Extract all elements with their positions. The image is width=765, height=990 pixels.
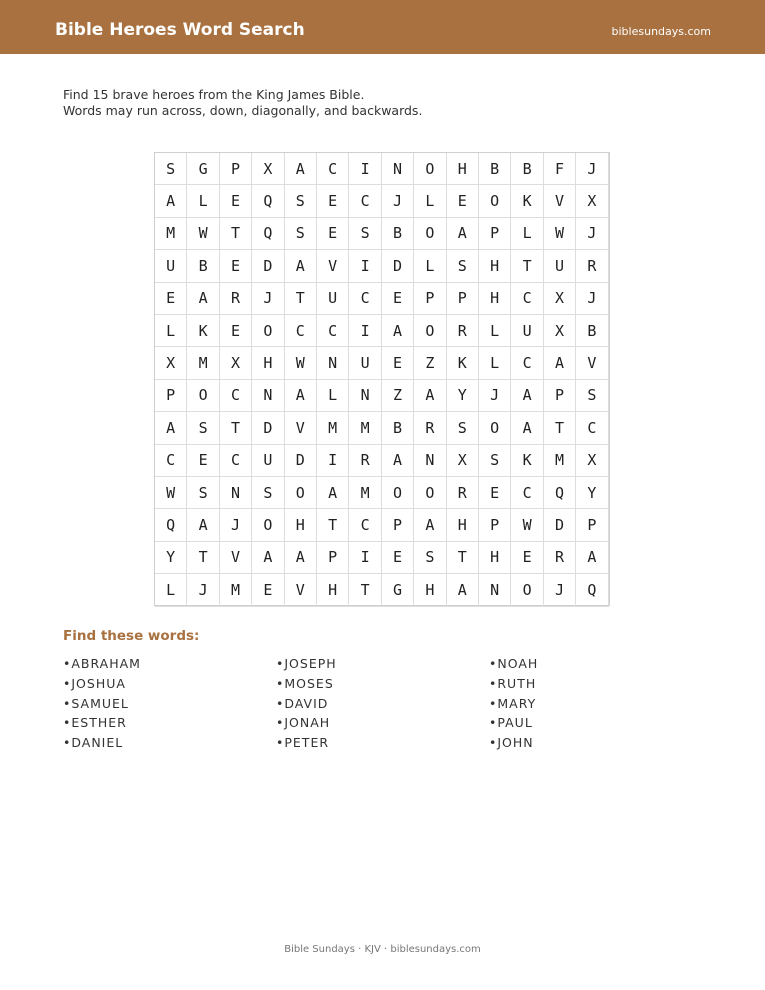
bullet-icon: • <box>63 695 72 711</box>
grid-cell[interactable]: S <box>285 185 317 217</box>
grid-cell[interactable]: O <box>252 509 284 541</box>
grid-cell[interactable]: J <box>382 185 414 217</box>
grid-cell[interactable]: C <box>220 380 252 412</box>
grid-cell[interactable]: X <box>252 153 284 185</box>
grid-cell[interactable]: V <box>285 574 317 606</box>
bullet-icon: • <box>63 675 72 691</box>
grid-cell[interactable]: R <box>447 315 479 347</box>
grid-cell[interactable]: A <box>414 509 446 541</box>
grid-cell[interactable]: P <box>317 542 349 574</box>
grid-cell[interactable]: K <box>187 315 219 347</box>
grid-cell[interactable]: C <box>576 412 608 444</box>
word-item <box>489 676 536 692</box>
grid-cell[interactable]: O <box>511 574 543 606</box>
grid-cell[interactable]: V <box>317 250 349 282</box>
grid-cell[interactable]: M <box>187 347 219 379</box>
grid-cell[interactable]: X <box>576 185 608 217</box>
bullet-icon: • <box>489 735 498 751</box>
grid-cell[interactable]: X <box>544 283 576 315</box>
grid-cell[interactable]: X <box>544 315 576 347</box>
grid-cell[interactable]: S <box>187 412 219 444</box>
grid-cell[interactable]: M <box>349 477 381 509</box>
grid-cell[interactable]: T <box>220 412 252 444</box>
grid-cell[interactable]: M <box>155 218 187 250</box>
word-item <box>276 676 334 692</box>
grid-cell[interactable]: E <box>187 445 219 477</box>
grid-cell[interactable]: L <box>479 315 511 347</box>
grid-cell[interactable]: A <box>187 283 219 315</box>
grid-cell[interactable]: S <box>187 477 219 509</box>
grid-cell[interactable]: O <box>479 412 511 444</box>
grid-cell[interactable]: O <box>382 477 414 509</box>
bullet-icon: • <box>63 735 72 751</box>
grid-cell[interactable]: H <box>479 250 511 282</box>
grid-cell[interactable]: H <box>447 509 479 541</box>
grid-cell[interactable]: X <box>220 347 252 379</box>
grid-cell[interactable]: Y <box>155 542 187 574</box>
word-list-title: Find these words: <box>63 628 200 644</box>
grid-cell[interactable]: X <box>576 445 608 477</box>
grid-cell[interactable]: Z <box>382 380 414 412</box>
grid-cell[interactable]: C <box>349 283 381 315</box>
grid-cell[interactable]: A <box>155 412 187 444</box>
bullet-icon: • <box>276 735 285 751</box>
grid-cell[interactable]: N <box>317 347 349 379</box>
instructions <box>63 87 422 119</box>
grid-cell[interactable]: A <box>576 542 608 574</box>
grid-cell[interactable]: G <box>187 153 219 185</box>
word-item <box>276 656 337 672</box>
word-text: SAMUEL <box>71 695 129 711</box>
grid-cell[interactable]: C <box>155 445 187 477</box>
grid-cell[interactable]: T <box>317 509 349 541</box>
word-item <box>489 715 533 731</box>
grid-cell[interactable]: Q <box>544 477 576 509</box>
grid-cell[interactable]: D <box>382 250 414 282</box>
grid-cell[interactable]: A <box>285 542 317 574</box>
grid-cell[interactable]: A <box>285 380 317 412</box>
grid-cell[interactable]: E <box>220 250 252 282</box>
grid-cell[interactable]: A <box>155 185 187 217</box>
page-header <box>0 0 765 54</box>
grid-cell[interactable]: R <box>544 542 576 574</box>
grid-cell[interactable]: P <box>414 283 446 315</box>
grid-cell[interactable]: H <box>252 347 284 379</box>
grid-cell[interactable]: C <box>511 283 543 315</box>
grid-cell[interactable]: O <box>414 477 446 509</box>
grid-cell[interactable]: P <box>155 380 187 412</box>
grid-cell[interactable]: S <box>479 445 511 477</box>
grid-cell[interactable]: P <box>576 509 608 541</box>
grid-cell[interactable]: P <box>479 509 511 541</box>
grid-cell[interactable]: B <box>511 153 543 185</box>
grid-cell[interactable]: M <box>544 445 576 477</box>
word-search-grid <box>154 152 610 606</box>
grid-cell[interactable]: O <box>285 477 317 509</box>
grid-cell[interactable]: L <box>414 185 446 217</box>
instructions-line-2: Words may run across, down, diagonally, and backwards. <box>63 103 423 118</box>
grid-cell[interactable]: R <box>349 445 381 477</box>
grid-cell[interactable]: O <box>414 315 446 347</box>
grid-cell[interactable]: E <box>382 283 414 315</box>
grid-cell[interactable]: O <box>414 218 446 250</box>
site-name: biblesundays.com <box>611 25 711 38</box>
grid-cell[interactable]: B <box>576 315 608 347</box>
grid-cell[interactable]: E <box>317 185 349 217</box>
word-item <box>63 696 129 712</box>
grid-cell[interactable]: S <box>155 153 187 185</box>
grid-cell[interactable]: S <box>447 412 479 444</box>
word-text: JOSHUA <box>71 675 126 691</box>
grid-cell[interactable]: J <box>544 574 576 606</box>
grid-cell[interactable]: C <box>317 315 349 347</box>
grid-cell[interactable]: S <box>414 542 446 574</box>
word-item <box>489 696 536 712</box>
grid-cell[interactable]: J <box>479 380 511 412</box>
grid-cell[interactable]: V <box>285 412 317 444</box>
grid-cell[interactable]: E <box>220 185 252 217</box>
grid-cell[interactable]: J <box>576 283 608 315</box>
grid-cell[interactable]: E <box>447 185 479 217</box>
grid-cell[interactable]: N <box>479 574 511 606</box>
word-item <box>489 735 534 751</box>
bullet-icon: • <box>63 656 72 671</box>
grid-cell[interactable]: D <box>285 445 317 477</box>
grid-cell[interactable]: D <box>544 509 576 541</box>
grid-cell[interactable]: J <box>220 509 252 541</box>
bullet-icon: • <box>276 715 285 731</box>
grid-cell[interactable]: T <box>187 542 219 574</box>
word-text: ESTHER <box>71 715 127 731</box>
grid-cell[interactable]: N <box>349 380 381 412</box>
grid-cell[interactable]: H <box>317 574 349 606</box>
grid-cell[interactable]: B <box>187 250 219 282</box>
bullet-icon: • <box>489 715 498 731</box>
grid-cell[interactable]: H <box>479 542 511 574</box>
grid-cell[interactable]: W <box>187 218 219 250</box>
grid-cell[interactable]: A <box>285 250 317 282</box>
grid-cell[interactable]: A <box>447 218 479 250</box>
grid-cell[interactable]: A <box>187 509 219 541</box>
word-text: NOAH <box>497 656 539 671</box>
grid-cell[interactable]: E <box>220 315 252 347</box>
grid-cell[interactable]: S <box>447 250 479 282</box>
grid-cell[interactable]: J <box>187 574 219 606</box>
word-text: PETER <box>284 735 330 751</box>
grid-cell[interactable]: Z <box>414 347 446 379</box>
grid-cell[interactable]: Y <box>447 380 479 412</box>
grid-cell[interactable]: E <box>317 218 349 250</box>
grid-cell[interactable]: K <box>511 185 543 217</box>
word-text: DANIEL <box>71 735 124 751</box>
grid-cell[interactable]: I <box>349 153 381 185</box>
grid-cell[interactable]: N <box>252 380 284 412</box>
grid-cell[interactable]: T <box>511 250 543 282</box>
grid-cell[interactable]: K <box>511 445 543 477</box>
grid-cell[interactable]: U <box>317 283 349 315</box>
bullet-icon: • <box>276 695 285 711</box>
grid-cell[interactable]: M <box>349 412 381 444</box>
grid-cell[interactable]: O <box>252 315 284 347</box>
grid-cell[interactable]: S <box>285 218 317 250</box>
grid-cell[interactable]: N <box>414 445 446 477</box>
grid-cell[interactable]: T <box>349 574 381 606</box>
word-text: JOHN <box>497 735 534 751</box>
grid-cell[interactable]: U <box>544 250 576 282</box>
bullet-icon: • <box>63 715 72 731</box>
grid-cell[interactable]: Q <box>252 218 284 250</box>
grid-cell[interactable]: W <box>544 218 576 250</box>
grid-cell[interactable]: D <box>252 412 284 444</box>
grid-cell[interactable]: E <box>479 477 511 509</box>
grid-cell[interactable]: A <box>285 153 317 185</box>
grid-cell[interactable]: V <box>544 185 576 217</box>
grid-cell[interactable]: D <box>252 250 284 282</box>
grid-cell[interactable]: B <box>479 153 511 185</box>
grid-cell[interactable]: C <box>511 347 543 379</box>
word-item <box>63 735 123 751</box>
grid-cell[interactable]: O <box>187 380 219 412</box>
page-footer: Bible Sundays · KJV · biblesundays.com <box>284 944 481 955</box>
grid-cell[interactable]: R <box>414 412 446 444</box>
grid-cell[interactable]: W <box>285 347 317 379</box>
word-item <box>63 715 127 731</box>
grid-cell[interactable]: V <box>220 542 252 574</box>
grid-cell[interactable]: E <box>252 574 284 606</box>
grid-cell[interactable]: K <box>447 347 479 379</box>
grid-cell[interactable]: P <box>447 283 479 315</box>
grid-cell[interactable]: L <box>479 347 511 379</box>
grid-cell[interactable]: M <box>220 574 252 606</box>
grid-cell[interactable]: H <box>285 509 317 541</box>
grid-cell[interactable]: A <box>382 315 414 347</box>
grid-cell[interactable]: E <box>155 283 187 315</box>
bullet-icon: • <box>489 675 498 691</box>
grid-cell[interactable]: I <box>349 250 381 282</box>
grid-cell[interactable]: E <box>511 542 543 574</box>
word-text: MARY <box>497 695 537 711</box>
word-text: RUTH <box>497 675 537 691</box>
grid-cell[interactable]: V <box>576 347 608 379</box>
grid-cell[interactable]: A <box>511 380 543 412</box>
grid-cell[interactable]: J <box>252 283 284 315</box>
word-item <box>63 676 126 692</box>
grid-cell[interactable]: H <box>447 153 479 185</box>
word-text: ABRAHAM <box>71 656 141 671</box>
grid-cell[interactable]: I <box>349 315 381 347</box>
grid-cell[interactable]: M <box>317 412 349 444</box>
grid-cell[interactable]: A <box>317 477 349 509</box>
grid-cell[interactable]: S <box>349 218 381 250</box>
grid-cell[interactable]: Q <box>155 509 187 541</box>
bullet-icon: • <box>489 656 498 671</box>
word-item <box>276 735 329 751</box>
grid-cell[interactable]: C <box>220 445 252 477</box>
grid-cell[interactable]: U <box>252 445 284 477</box>
grid-cell[interactable]: T <box>285 283 317 315</box>
grid-cell[interactable]: A <box>414 380 446 412</box>
grid-cell[interactable]: C <box>349 509 381 541</box>
grid-cell[interactable]: R <box>576 250 608 282</box>
grid-cell[interactable]: E <box>382 542 414 574</box>
grid-cell[interactable]: E <box>382 347 414 379</box>
grid-cell[interactable]: N <box>220 477 252 509</box>
word-text: JOSEPH <box>284 656 337 671</box>
grid-cell[interactable]: L <box>155 574 187 606</box>
grid-cell[interactable]: W <box>155 477 187 509</box>
grid-cell[interactable]: L <box>155 315 187 347</box>
grid-cell[interactable]: L <box>187 185 219 217</box>
grid-cell[interactable]: C <box>511 477 543 509</box>
word-item <box>276 715 330 731</box>
word-text: JONAH <box>284 715 331 731</box>
grid-cell[interactable]: P <box>479 218 511 250</box>
grid-cell[interactable]: B <box>382 412 414 444</box>
grid-cell[interactable]: U <box>511 315 543 347</box>
word-item <box>63 656 141 672</box>
grid-cell[interactable]: T <box>447 542 479 574</box>
grid-cell[interactable]: C <box>349 185 381 217</box>
grid-cell[interactable]: T <box>544 412 576 444</box>
grid-cell[interactable]: S <box>576 380 608 412</box>
grid-cell[interactable]: H <box>414 574 446 606</box>
grid-cell[interactable]: Q <box>252 185 284 217</box>
grid-cell[interactable]: J <box>576 218 608 250</box>
grid-cell[interactable]: P <box>382 509 414 541</box>
word-item <box>276 696 328 712</box>
grid-cell[interactable]: I <box>349 542 381 574</box>
grid-cell[interactable]: U <box>155 250 187 282</box>
bullet-icon: • <box>489 695 498 711</box>
grid-cell[interactable]: H <box>479 283 511 315</box>
grid-cell[interactable]: P <box>544 380 576 412</box>
bullet-icon: • <box>276 656 285 671</box>
grid-cell[interactable]: O <box>414 153 446 185</box>
grid-cell[interactable]: J <box>576 153 608 185</box>
grid-cell[interactable]: F <box>544 153 576 185</box>
grid-cell[interactable]: A <box>447 574 479 606</box>
page-title: Bible Heroes Word Search <box>55 20 305 40</box>
instructions-line-1: Find 15 brave heroes from the King James Bible. <box>63 87 365 102</box>
grid-cell[interactable]: A <box>544 347 576 379</box>
grid-cell[interactable]: T <box>220 218 252 250</box>
grid-cell[interactable]: C <box>285 315 317 347</box>
grid-cell[interactable]: Y <box>576 477 608 509</box>
grid-cell[interactable]: A <box>511 412 543 444</box>
grid-cell[interactable]: I <box>317 445 349 477</box>
grid-cell[interactable]: L <box>414 250 446 282</box>
grid-cell[interactable]: B <box>382 218 414 250</box>
grid-cell[interactable]: G <box>382 574 414 606</box>
grid-cell[interactable]: O <box>479 185 511 217</box>
word-text: PAUL <box>497 715 533 731</box>
grid-cell[interactable]: W <box>511 509 543 541</box>
bullet-icon: • <box>276 675 285 691</box>
grid-cell[interactable]: U <box>349 347 381 379</box>
grid-cell[interactable]: A <box>382 445 414 477</box>
word-text: DAVID <box>284 695 329 711</box>
grid-cell[interactable]: P <box>220 153 252 185</box>
grid-cell[interactable]: R <box>220 283 252 315</box>
grid-cell[interactable]: X <box>447 445 479 477</box>
grid-cell[interactable]: C <box>317 153 349 185</box>
grid-cell[interactable]: L <box>317 380 349 412</box>
grid-cell[interactable]: A <box>252 542 284 574</box>
grid-cell[interactable]: N <box>382 153 414 185</box>
word-item <box>489 656 538 672</box>
grid-cell[interactable]: R <box>447 477 479 509</box>
grid-cell[interactable]: Q <box>576 574 608 606</box>
word-text: MOSES <box>284 675 334 691</box>
grid-cell[interactable]: S <box>252 477 284 509</box>
grid-cell[interactable]: L <box>511 218 543 250</box>
grid-cell[interactable]: X <box>155 347 187 379</box>
